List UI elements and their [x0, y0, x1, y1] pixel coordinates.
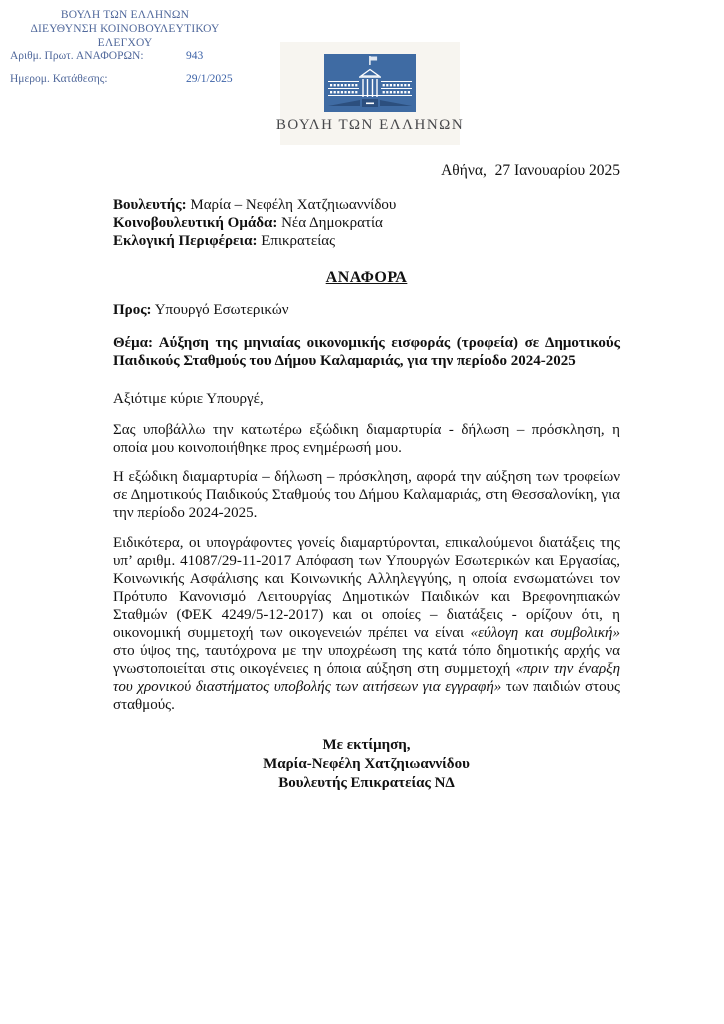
- subject-label: Θέμα:: [113, 335, 153, 351]
- subject-line: [113, 334, 620, 370]
- deputy-value: Μαρία – Νεφέλη Χατζηιωαννίδου: [186, 197, 397, 213]
- subject-value: Αύξηση της μηνιαίας οικονομικής εισφοράς (τροφεία) σε Δημοτικούς Παιδικούς Σταθμούς του Δήμου Καλαμαριάς, για την περίοδο 2024-2025: [113, 335, 620, 369]
- document-content: [113, 196, 620, 793]
- signature-block: [113, 736, 620, 793]
- salutation: Αξιότιμε κύριε Υπουργέ,: [113, 391, 264, 407]
- org-name: ΒΟΥΛΗ ΤΩΝ ΕΛΛΗΝΩΝ: [60, 9, 190, 21]
- signature-role: Βουλευτής Επικρατείας ΝΔ: [278, 775, 455, 791]
- directorate-name: ΔΙΕΥΘΥΝΣΗ ΚΟΙΝΟΒΟΥΛΕΥΤΙΚΟΥ ΕΛΕΓΧΟΥ: [30, 23, 220, 49]
- signature-name: Μαρία-Νεφέλη Χατζηιωαννίδου: [263, 756, 470, 772]
- district-value: Επικρατείας: [257, 233, 336, 249]
- district-label: Εκλογική Περιφέρεια:: [113, 233, 258, 249]
- parliamentary-group-line: [113, 214, 620, 232]
- recipient-value: Υπουργό Εσωτερικών: [151, 302, 289, 318]
- signature-closing: Με εκτίμηση,: [322, 737, 411, 753]
- filing-date-row: [10, 73, 300, 85]
- parliament-building-icon: [324, 42, 416, 112]
- group-value: Νέα Δημοκρατία: [277, 215, 383, 231]
- parliament-logo: [275, 42, 465, 145]
- electoral-district-line: [113, 232, 620, 250]
- logo-caption: ΒΟΥΛΗ ΤΩΝ ΕΛΛΗΝΩΝ: [275, 117, 465, 133]
- registry-header: [10, 8, 240, 50]
- protocol-label: Αριθμ. Πρωτ. ΑΝΑΦΟΡΩΝ:: [10, 50, 144, 62]
- paragraph-3: Ειδικότερα, οι υπογράφοντες γονείς διαμαρτύρονται, επικαλούμενοι διατάξεις της υπ’ αριθμ. 41087/29-11-2017 Απόφαση των Υπουργών Εσωτερικών και Εργασίας, Κοινωνικής Ασφάλισης και Κοινωνικής Αλληλεγγύης, η οποία ενσωματώνει τον Πρότυπο Κανονισμό Λειτουργίας Δημοτικών Παιδικών και Βρεφονηπιακών Σταθμών (ΦΕΚ 4249/5-12-2017) και οι οποίες – διατάξεις - ορίζουν ότι, η οικονομική συμμετοχή των οικογενειών πρέπει να είναι «εύλογη και συμβολική» στο ύψος της, ταυτόχρονα με την υποχρέωση της κατά τόπο δημοτικής αρχής να γνωστοποιείται στις οικογένειες η όποια αύξηση στη συμμετοχή «πριν την έναρξη του χρονικού διαστήματος υποβολής των αιτήσεων για εγγραφή» των παιδιών στους σταθμούς.: [113, 535, 621, 713]
- recipient-label: Προς:: [113, 302, 152, 318]
- deputy-line: [113, 196, 620, 214]
- group-label: Κοινοβουλευτική Ομάδα:: [113, 215, 278, 231]
- protocol-row: [10, 50, 300, 62]
- protocol-value: 943: [186, 50, 204, 62]
- filing-date-value: 29/1/2025: [186, 73, 233, 85]
- registry-meta: [10, 50, 300, 96]
- filing-date-label: Ημερομ. Κατάθεσης:: [10, 73, 108, 85]
- paragraph-1: Σας υποβάλλω την κατωτέρω εξώδικη διαμαρτυρία - δήλωση – πρόσκληση, η οποία μου κοινοποιήθηκε προς ενημέρωσή μου.: [113, 422, 620, 456]
- deputy-label: Βουλευτής:: [113, 197, 187, 213]
- recipient-line: [113, 301, 620, 319]
- dateline: Αθήνα, 27 Ιανουαρίου 2025: [441, 162, 620, 179]
- document-title: ΑΝΑΦΟΡΑ: [325, 269, 408, 286]
- paragraph-2: Η εξώδικη διαμαρτυρία – δήλωση – πρόσκληση, αφορά την αύξηση των τροφείων σε Δημοτικούς Παιδικούς Σταθμούς του Δήμου Καλαμαριάς, στη Θεσσαλονίκη, για την περίοδο 2024-2025.: [113, 469, 620, 521]
